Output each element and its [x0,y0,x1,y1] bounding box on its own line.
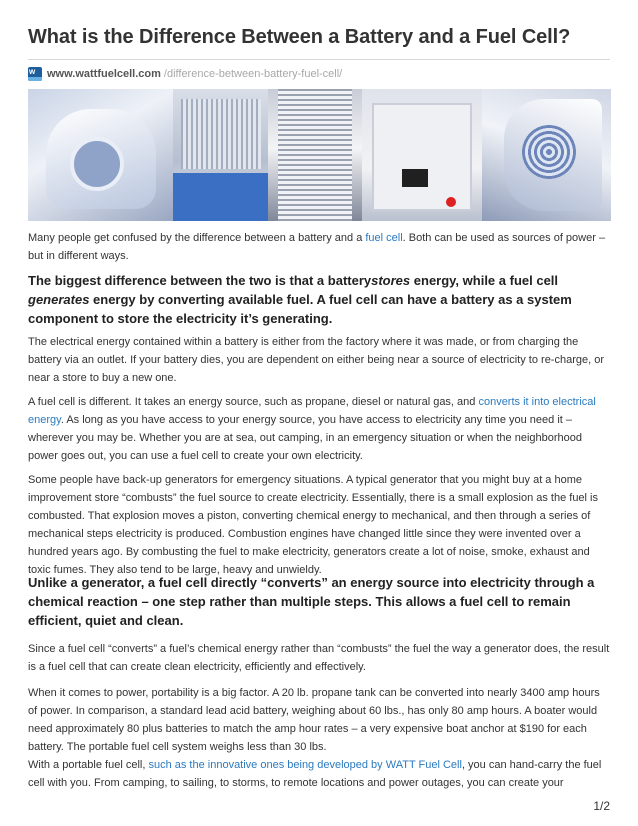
fuel-cell-photo-1 [28,89,173,221]
title-divider [28,59,610,60]
paragraph-fuel-cell-different: A fuel cell is different. It takes an energy source, such as propane, diesel or natural gas, and converts it into electrical energy. As long as you have access to your energy source, you have access to electricity any time you need it – wherever you may be. Whether you are at sea, out camping, in an emergency situation or when the neighborhood power goes out, you can use a fuel cell to create your own electricity. [28,396,596,462]
page-number: 1/2 [593,799,610,813]
source-domain[interactable]: www.wattfuelcell.com [47,68,161,80]
paragraph-portability: When it comes to power, portability is a big factor. A 20 lb. propane tank can be converted into nearly 3400 amp hours of power. In comparison, a standard lead acid battery, weighing about 60 lbs., has only 80 amp hours. A boater would need approximately 80 plus batteries to match the amp hour rates – a very expensive boat anchor at $190 for each battery. The portable fuel cell system weighs less than 30 lbs. [28,687,600,753]
fuel-cell-link[interactable]: fuel cell [365,232,403,244]
paragraph-generators: Some people have back-up generators for emergency situations. A typical generator that you might buy at a home improvement store “combusts” the fuel source to create electricity. Essentially, there is a small explosion as the fuel is combusted. That explosion moves a piston, converting chemical energy to mechanical, and then through a series of mechanical steps electricity is produced. Combustion engines have changed little since they were invented over a hundred years ago. By combusting the fuel to make electricity, generators create a lot of noise, smoke, exhaust and toxic fumes. They also tend to be large, heavy and unwieldy. [28,474,598,576]
article-title: What is the Difference Between a Battery and a Fuel Cell? [28,26,571,48]
paragraph-intro: Many people get confused by the difference between a battery and a fuel cell. Both can be used as sources of power – but in different ways. [28,232,606,262]
fuel-cell-photo-3 [268,89,362,221]
highlight-battery-vs-fuel-cell: The biggest difference between the two is that a batterystores energy, while a fuel cell generates energy by converting available fuel. A fuel cell can have a battery as a system component to store the electricity it’s generating. [28,273,572,326]
paragraph-battery-energy: The electrical energy contained within a battery is either from the factory where it was made, or from charging the battery via an outlet. If your battery dies, you are dependent on either being near a source of electricity to re-charge, or near a store to buy a new one. [28,336,604,384]
highlight-generator-vs-fuel-cell: Unlike a generator, a fuel cell directly “converts” an energy source into electricity through a chemical reaction – one step rather than multiple steps. This allows a fuel cell to remain efficient, quiet and clean. [28,575,595,628]
fuel-cell-photo-4 [362,89,482,221]
source-path[interactable]: /difference-between-battery-fuel-cell/ [163,68,343,80]
paragraph-converts-fuel: Since a fuel cell “converts” a fuel’s chemical energy rather than “combusts” the fuel the way a generator does, the result is a fuel cell that can create clean electricity, efficiently and effectively. [28,643,610,673]
wattfuelcell-favicon-icon: w [28,67,42,81]
header-photo-collage [28,89,611,221]
source-line [28,66,342,82]
converts-electrical-energy-link[interactable]: converts it into electrical energy [28,396,596,426]
watt-fuel-cell-link[interactable]: such as the innovative ones being developed by WATT Fuel Cell [148,759,462,771]
paragraph-portable-fuel-cell: With a portable fuel cell, such as the innovative ones being developed by WATT Fuel Cell, you can hand-carry the fuel cell with you. From camping, to sailing, to storms, to remote locations and power outages, you can create your [28,759,602,789]
fuel-cell-photo-5 [482,89,611,221]
fuel-cell-photo-2 [173,89,268,221]
